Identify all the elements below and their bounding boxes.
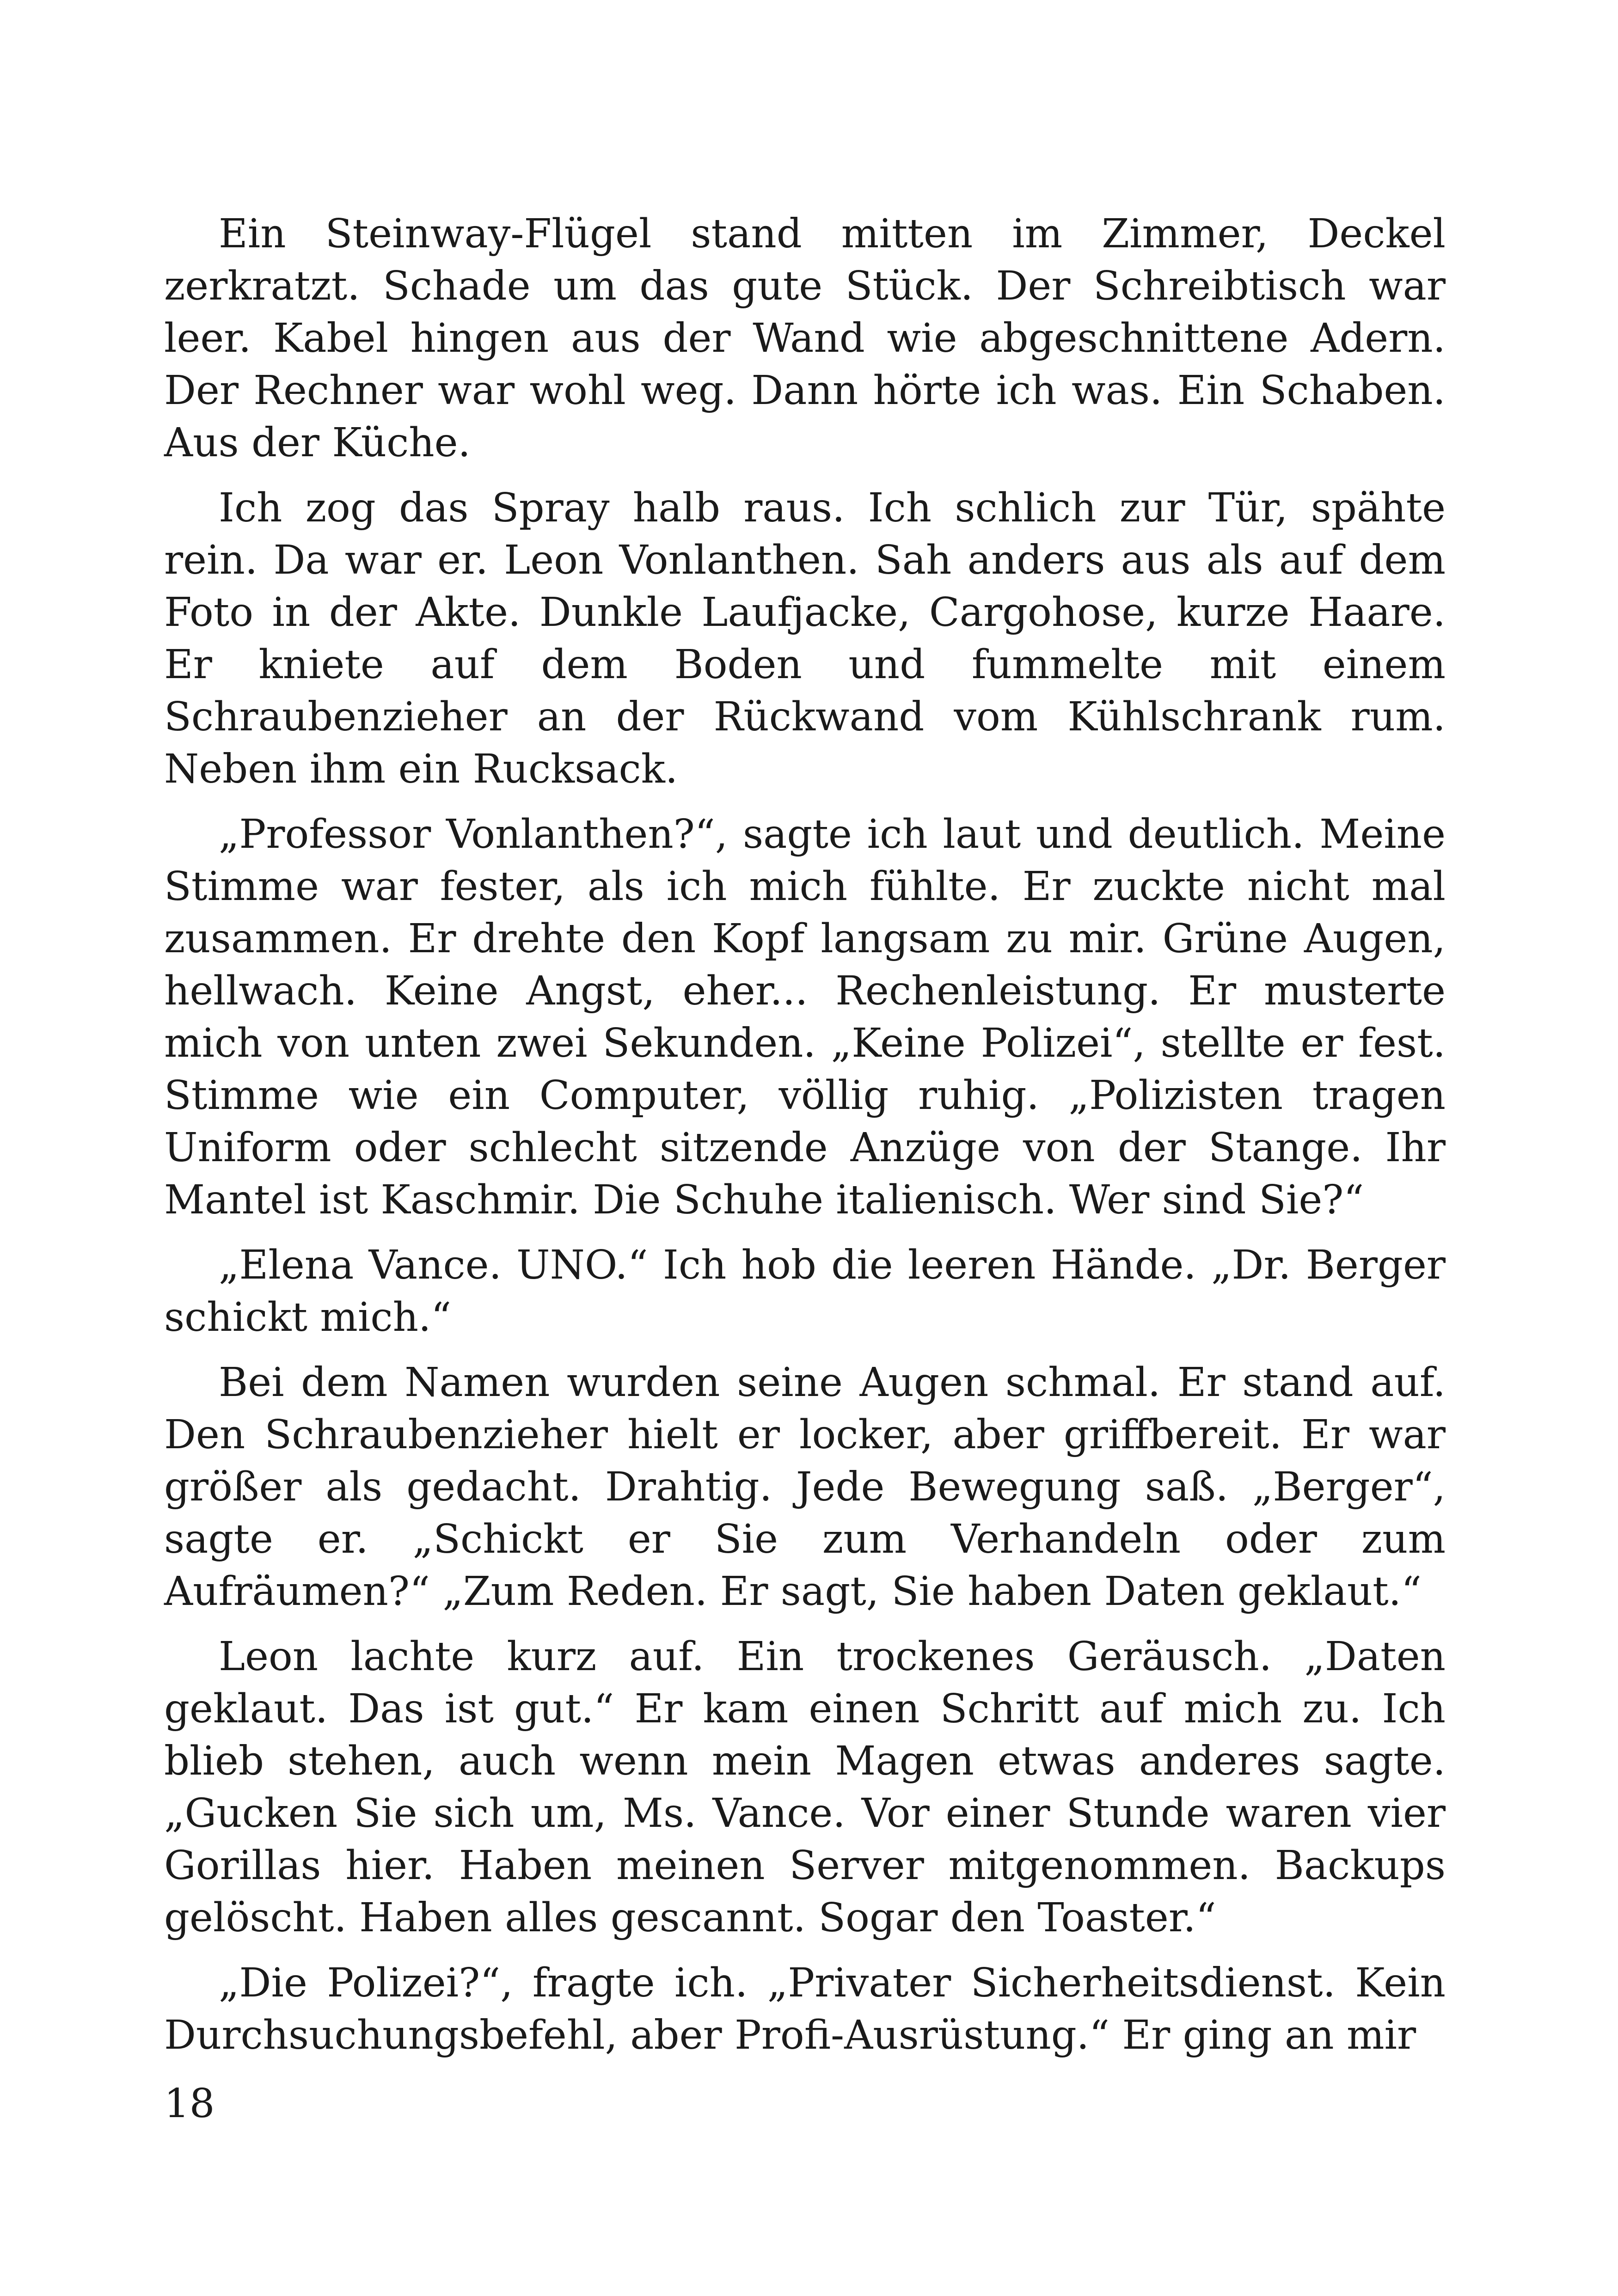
paragraph: „Die Polizei?“, fragte ich. „Privater Sicherheitsdienst. Kein Durchsuchungsbefehl, aber Profi-Ausrüstung.“ Er ging an mir xyxy=(164,1960,1446,2058)
paragraph: Leon lachte kurz auf. Ein trockenes Geräusch. „Daten geklaut. Das ist gut.“ Er kam einen Schritt auf mich zu. Ich blieb stehen, auch wenn mein Magen etwas anderes sagte. „Gucken Sie sich um, Ms. Vance. Vor einer Stunde waren vier Gorillas hier. Haben meinen Server mitgenommen. Backups gelöscht. Haben alles gescannt. Sogar den Toaster.“ xyxy=(164,1634,1446,1941)
page-number: 18 xyxy=(164,2081,215,2127)
paragraph: Bei dem Namen wurden seine Augen schmal. Er stand auf. Den Schraubenzieher hielt er locker, aber griffbereit. Er war größer als gedacht. Drahtig. Jede Bewegung saß. „Berger“, sagte er. „Schickt er Sie zum Verhandeln oder zum Aufräumen?“ „Zum Reden. Er sagt, Sie haben Daten geklaut.“ xyxy=(164,1359,1446,1615)
body-text xyxy=(164,208,1446,2075)
paragraph: „Elena Vance. UNO.“ Ich hob die leeren Hände. „Dr. Berger schickt mich.“ xyxy=(164,1242,1446,1341)
paragraph: Ich zog das Spray halb raus. Ich schlich zur Tür, spähte rein. Da war er. Leon Vonlanthen. Sah anders aus als auf dem Foto in der Akte. Dunkle Laufjacke, Cargohose, kurze Haare. Er kniete auf dem Boden und fummelte mit einem Schraubenzieher an der Rückwand vom Kühlschrank rum. Neben ihm ein Rucksack. xyxy=(164,485,1446,792)
paragraph: „Professor Vonlanthen?“, sagte ich laut und deutlich. Meine Stimme war fester, als ich mich fühlte. Er zuckte nicht mal zusammen. Er drehte den Kopf langsam zu mir. Grüne Augen, hellwach. Keine Angst, eher... Rechenleistung. Er musterte mich von unten zwei Sekunden. „Keine Polizei“, stellte er fest. Stimme wie ein Computer, völlig ruhig. „Polizisten tragen Uniform oder schlecht sitzende Anzüge von der Stange. Ihr Mantel ist Kaschmir. Die Schuhe italienisch. Wer sind Sie?“ xyxy=(164,811,1446,1223)
paragraph: Ein Steinway-Flügel stand mitten im Zimmer, Deckel zerkratzt. Schade um das gute Stück. Der Schreibtisch war leer. Kabel hingen aus der Wand wie abgeschnittene Adern. Der Rechner war wohl weg. Dann hörte ich was. Ein Schaben. Aus der Küche. xyxy=(164,211,1446,466)
